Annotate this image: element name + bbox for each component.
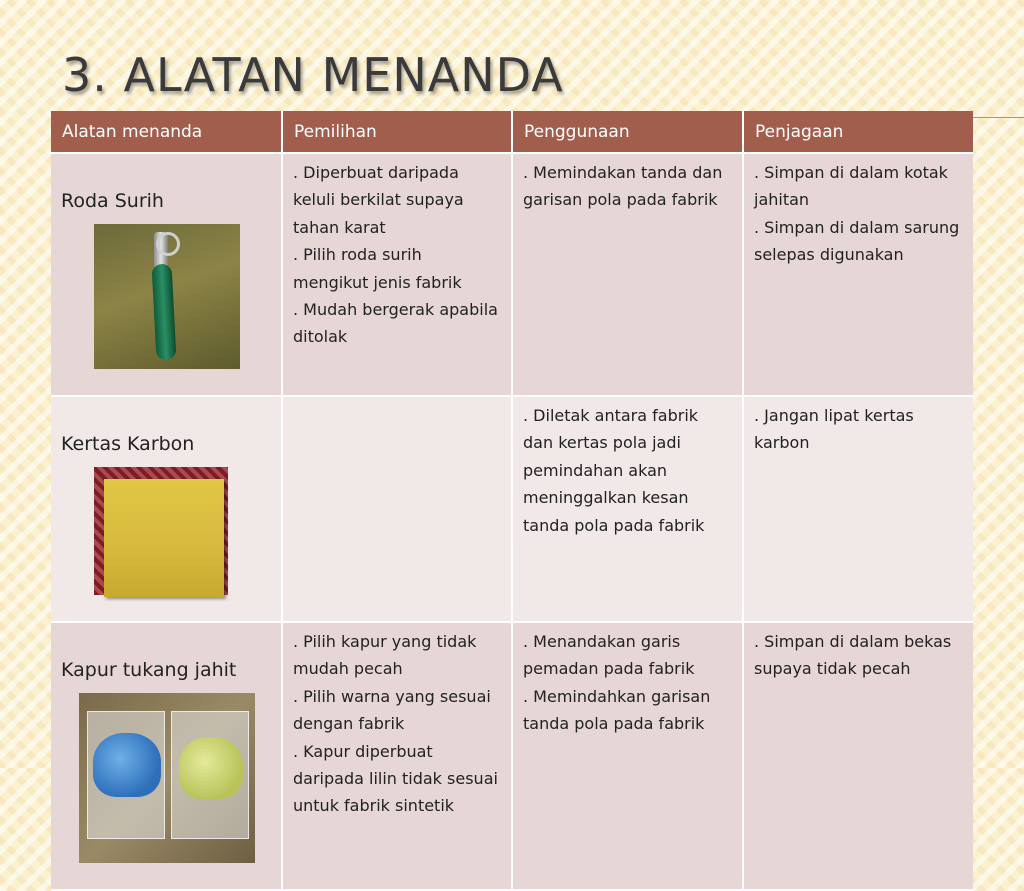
cell-pemilihan bbox=[282, 396, 512, 622]
tracing-wheel-wheel bbox=[156, 232, 180, 256]
header-penggunaan: Penggunaan bbox=[512, 111, 743, 153]
cell-alatan bbox=[51, 153, 282, 396]
cell-alatan bbox=[51, 396, 282, 622]
table-row bbox=[51, 153, 973, 396]
tracing-wheel-photo bbox=[94, 224, 240, 369]
cell-penjagaan: . Jangan lipat kertas karbon bbox=[743, 396, 973, 622]
header-penjagaan: Penjagaan bbox=[743, 111, 973, 153]
tool-name: Roda Surih bbox=[61, 190, 164, 212]
cell-penggunaan: . Menandakan garis pemadan pada fabrik . Memindahkan garisan tanda pola pada fabrik bbox=[512, 622, 743, 890]
cell-alatan bbox=[51, 622, 282, 890]
cell-penjagaan: . Simpan di dalam bekas supaya tidak pecah bbox=[743, 622, 973, 890]
table-header-row bbox=[51, 111, 973, 153]
tools-table-container bbox=[51, 111, 973, 816]
tool-name: Kertas Karbon bbox=[61, 433, 195, 455]
accent-line bbox=[973, 117, 1024, 118]
slide-title: 3. ALATAN MENANDA bbox=[62, 48, 564, 102]
carbon-paper-photo bbox=[94, 467, 228, 595]
carbon-paper-sheet bbox=[104, 479, 224, 597]
cell-penggunaan: . Memindakan tanda dan garisan pola pada fabrik bbox=[512, 153, 743, 396]
tailor-chalk-photo bbox=[79, 693, 255, 863]
cell-pemilihan: . Diperbuat daripada keluli berkilat supaya tahan karat . Pilih roda surih mengikut jenis fabrik . Mudah bergerak apabila ditolak bbox=[282, 153, 512, 396]
cell-penjagaan: . Simpan di dalam kotak jahitan . Simpan di dalam sarung selepas digunakan bbox=[743, 153, 973, 396]
header-alatan: Alatan menanda bbox=[51, 111, 282, 153]
table-row bbox=[51, 622, 973, 890]
cell-pemilihan: . Pilih kapur yang tidak mudah pecah . Pilih warna yang sesuai dengan fabrik . Kapur diperbuat daripada lilin tidak sesuai untuk fabrik sintetik bbox=[282, 622, 512, 890]
header-pemilihan: Pemilihan bbox=[282, 111, 512, 153]
blue-chalk bbox=[93, 733, 161, 797]
tracing-wheel-handle bbox=[152, 264, 177, 361]
tools-table bbox=[51, 111, 973, 891]
table-row bbox=[51, 396, 973, 622]
tool-name: Kapur tukang jahit bbox=[61, 659, 237, 681]
green-chalk bbox=[179, 737, 243, 799]
cell-penggunaan: . Diletak antara fabrik dan kertas pola jadi pemindahan akan meninggalkan kesan tanda pola pada fabrik bbox=[512, 396, 743, 622]
